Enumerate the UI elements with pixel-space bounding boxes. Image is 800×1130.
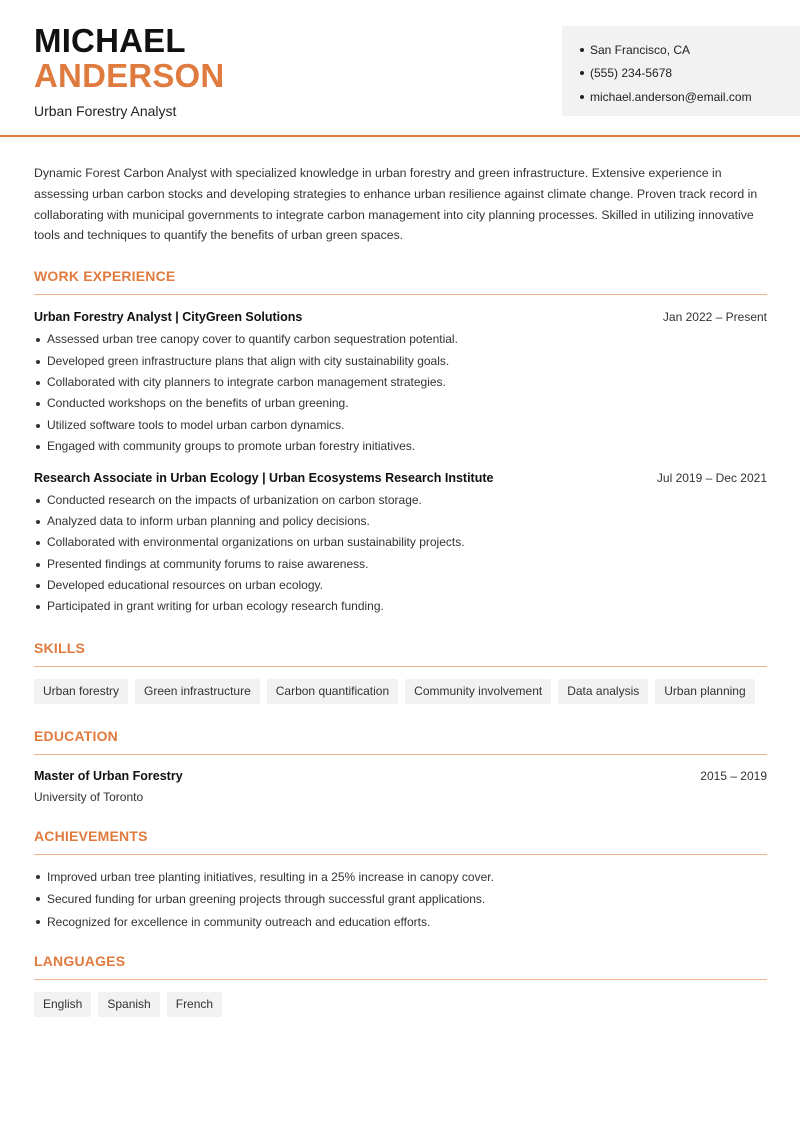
resume-body [34,163,767,1017]
section-title-skills: SKILLS [34,640,767,667]
list-item: Developed educational resources on urban ecology. [34,575,767,596]
section-title-work: WORK EXPERIENCE [34,268,767,295]
job-bullets [34,490,767,618]
last-name: ANDERSON [34,57,225,94]
job-date: Jul 2019 – Dec 2021 [656,470,767,485]
name-block [34,24,224,119]
list-item: Presented findings at community forums to raise awareness. [34,554,767,575]
education-date: 2015 – 2019 [700,768,767,783]
achievement-bullets [34,866,767,934]
phone-text: (555) 234-5678 [590,66,673,81]
bullet-dot-icon [580,95,584,99]
contact-phone [580,62,800,86]
job-header [34,471,767,485]
language-tags [34,992,767,1017]
job-entry [34,471,767,618]
list-item: Collaborated with city planners to integrate carbon management strategies. [34,372,767,393]
job-title: Urban Forestry Analyst [34,103,177,119]
skill-tag: Green infrastructure [135,679,260,704]
list-item: Analyzed data to inform urban planning and policy decisions. [34,511,767,532]
education-header [34,769,767,783]
list-item: Conducted workshops on the benefits of urban greening. [34,393,767,414]
job-entry [34,310,767,457]
list-item: Engaged with community groups to promote urban forestry initiatives. [34,436,767,457]
email-text: michael.anderson@email.com [590,89,752,104]
languages-section [34,953,767,1017]
bullet-dot-icon [580,48,584,52]
job-header [34,310,767,324]
list-item: Collaborated with environmental organizations on urban sustainability projects. [34,532,767,553]
job-role: Research Associate in Urban Ecology | Urban Ecosystems Research Institute [34,470,494,485]
first-name: MICHAEL [34,22,186,59]
list-item: Developed green infrastructure plans that align with city sustainability goals. [34,351,767,372]
job-date: Jan 2022 – Present [662,310,767,325]
skill-tag: Community involvement [405,679,551,704]
skills-tags [34,679,767,704]
section-title-languages: LANGUAGES [34,953,767,980]
skill-tag: Urban planning [655,679,754,704]
bullet-dot-icon [580,71,584,75]
list-item: Improved urban tree planting initiatives, resulting in a 25% increase in canopy cover. [34,866,767,889]
language-tag: French [167,992,222,1017]
language-tag: English [34,992,91,1017]
education-section [34,728,767,804]
education-school: University of Toronto [34,789,144,804]
achievements-section [34,828,767,934]
resume-header [0,0,800,137]
list-item: Assessed urban tree canopy cover to quantify carbon sequestration potential. [34,329,767,350]
education-entry [34,769,767,804]
job-bullets [34,329,767,457]
location-text: San Francisco, CA [590,42,691,57]
skills-section [34,640,767,704]
list-item: Conducted research on the impacts of urbanization on carbon storage. [34,490,767,511]
language-tag: Spanish [98,992,159,1017]
summary: Dynamic Forest Carbon Analyst with specialized knowledge in urban forestry and green infrastructure. Extensive experience in assessing urban carbon stocks and developing strategies to enhance urban resilience against climate change. Proven track record in collaborating with municipal governments to integrate carbon management into city planning processes. Skilled in utilizing innovative tools and techniques to quantify the benefits of urban green spaces. [34,166,758,243]
contact-email [580,85,800,109]
list-item: Secured funding for urban greening projects through successful grant applications. [34,888,767,911]
work-experience-section [34,268,767,618]
job-role: Urban Forestry Analyst | CityGreen Solutions [34,310,303,325]
list-item: Utilized software tools to model urban carbon dynamics. [34,415,767,436]
list-item: Recognized for excellence in community outreach and education efforts. [34,911,767,934]
list-item: Participated in grant writing for urban ecology research funding. [34,596,767,617]
skill-tag: Carbon quantification [267,679,398,704]
section-title-achievements: ACHIEVEMENTS [34,828,767,855]
contact-box [562,26,800,116]
skill-tag: Data analysis [558,679,648,704]
section-title-education: EDUCATION [34,728,767,755]
contact-location [580,38,800,62]
education-degree: Master of Urban Forestry [34,768,183,783]
skill-tag: Urban forestry [34,679,128,704]
